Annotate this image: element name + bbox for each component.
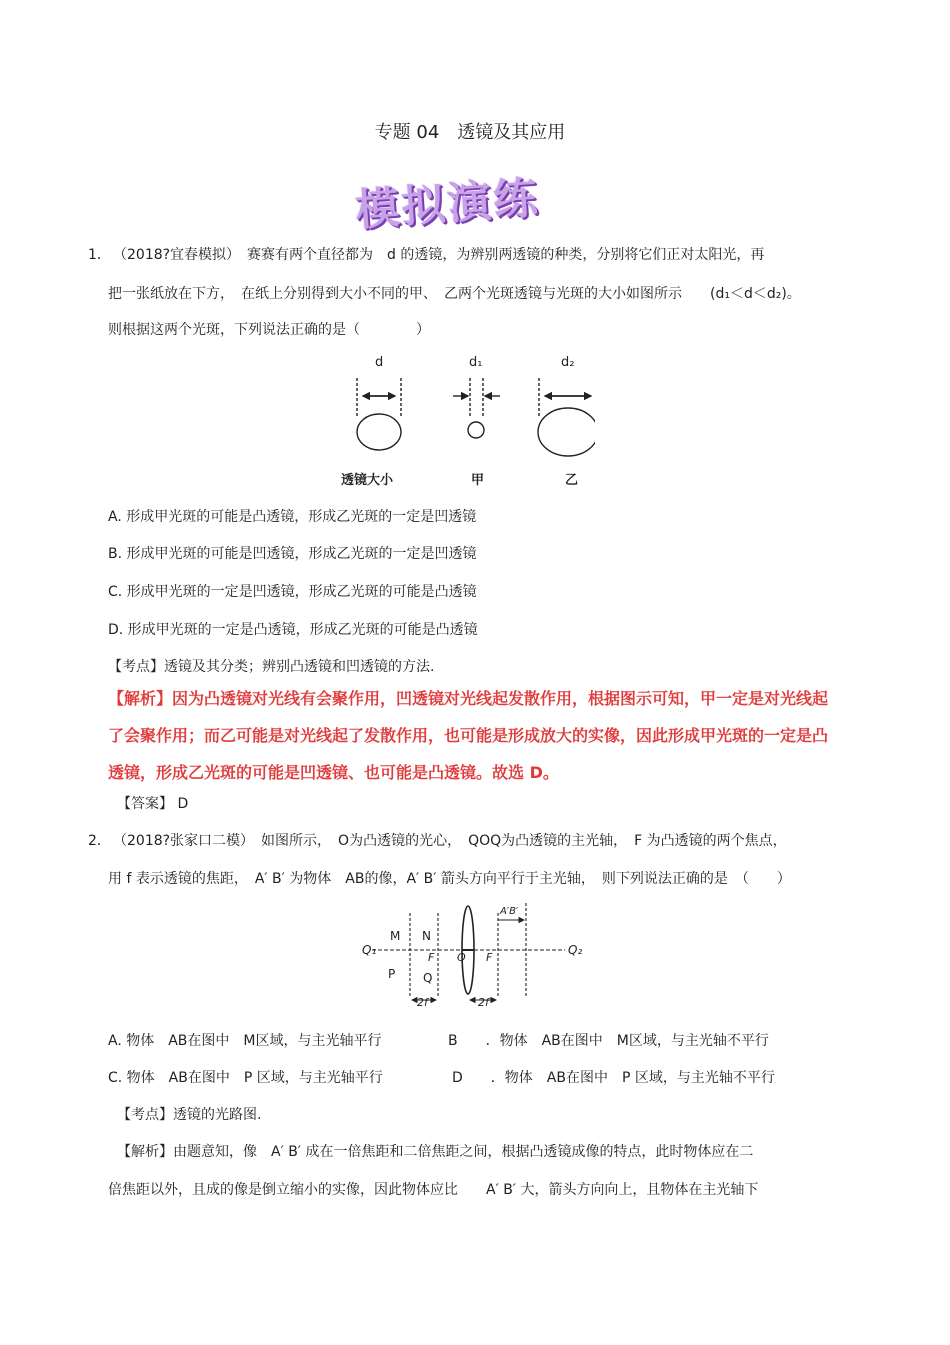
caption-jia: 甲: [471, 473, 485, 488]
q2-option-a: A. 物体 AB在图中 M区域，与主光轴平行: [108, 1033, 382, 1049]
label-q2: Q₂: [568, 943, 583, 957]
q2-option-c: C. 物体 AB在图中 P 区域，与主光轴平行: [108, 1070, 383, 1086]
q1-stem-line2: 把一张纸放在下方， 在纸上分别得到大小不同的甲、 乙两个光斑透镜与光斑的大小如图所示 (d₁＜d＜d₂)。: [108, 286, 801, 302]
q1-kaodian: 【考点】透镜及其分类；辨别凸透镜和凹透镜的方法.: [108, 659, 435, 675]
q2-number: 2．: [88, 833, 111, 849]
yi-spot-circle: [538, 408, 595, 456]
label-n: N: [422, 929, 431, 943]
jia-spot-circle: [468, 422, 484, 438]
label-m: M: [390, 929, 401, 943]
q1-jiexi-line2: 了会聚作用；而乙可能是对光线起了发散作用，也可能是形成放大的实像，因此形成甲光斑的一定是凸: [108, 726, 829, 745]
q2-kaodian: 【考点】透镜的光路图.: [117, 1107, 262, 1123]
q1-lens-figure: [335, 348, 595, 493]
label-p: P: [388, 967, 396, 981]
q1-jiexi-line3: 透镜，形成乙光斑的可能是凹透镜、也可能是凸透镜。故选 D。: [108, 763, 559, 782]
q2-stem-line2: 用 f 表示透镜的焦距， A′ B′ 为物体 AB的像，A′ B′ 箭头方向平行于主光轴， 则下列说法正确的是 （ ）: [108, 871, 791, 887]
q1-option-b: B. 形成甲光斑的可能是凹透镜，形成乙光斑的一定是凹透镜: [108, 546, 477, 562]
label-f-left: F: [428, 951, 435, 964]
label-d2: d₂: [561, 355, 575, 370]
q1-option-c: C. 形成甲光斑的一定是凹透镜，形成乙光斑的可能是凸透镜: [108, 584, 477, 600]
q1-option-d: D. 形成甲光斑的一定是凸透镜，形成乙光斑的可能是凸透镜: [108, 622, 478, 638]
q2-lens-figure: [360, 898, 600, 1008]
label-2f-right: 2f: [478, 996, 489, 1008]
label-image-ab: A′B′: [500, 906, 519, 917]
q1-option-a: A. 形成甲光斑的可能是凸透镜，形成乙光斑的一定是凹透镜: [108, 509, 477, 525]
label-f-right: F: [486, 951, 493, 964]
q2-jiexi-line1: 【解析】由题意知，像 A′ B′ 成在一倍焦距和二倍焦距之间，根据凸透镜成像的特点，此时物体应在二: [117, 1144, 754, 1160]
q2-option-d: D ．物体 AB在图中 P 区域，与主光轴不平行: [452, 1070, 775, 1086]
q1-jiexi-line1: 【解析】因为凸透镜对光线有会聚作用，凹透镜对光线起发散作用，根据图示可知，甲一定是对光线起: [108, 689, 829, 708]
banner-wordart: 模拟演练: [353, 172, 541, 237]
page-title: 专题 04 透镜及其应用: [374, 122, 566, 143]
label-o: O: [457, 951, 466, 964]
label-2f-left: 2f: [417, 996, 428, 1008]
q1-number: 1．: [88, 247, 111, 263]
q1-stem-line3: 则根据这两个光斑，下列说法正确的是（ ）: [108, 322, 430, 338]
q2-option-b: B ．物体 AB在图中 M区域，与主光轴不平行: [448, 1033, 769, 1049]
caption-lens-size: 透镜大小: [341, 473, 394, 488]
label-d: d: [375, 355, 384, 370]
label-d1: d₁: [469, 355, 483, 370]
q1-stem-line1: （2018?宜春模拟） 赛赛有两个直径都为 d 的透镜，为辨别两透镜的种类，分别将它们正对太阳光，再: [113, 247, 765, 263]
label-q1: Q₁: [362, 943, 377, 957]
q1-answer: 【答案】 D: [117, 796, 189, 812]
caption-yi: 乙: [565, 473, 579, 488]
q2-jiexi-line2: 倍焦距以外，且成的像是倒立缩小的实像，因此物体应比 A′ B′ 大，箭头方向向上，且物体在主光轴下: [108, 1182, 759, 1198]
label-q: Q: [423, 971, 433, 985]
q2-stem-line1: （2018?张家口二模） 如图所示， O为凸透镜的光心， QOQ为凸透镜的主光轴， F 为凸透镜的两个焦点，: [113, 833, 787, 849]
lens-size-circle: [357, 414, 401, 450]
